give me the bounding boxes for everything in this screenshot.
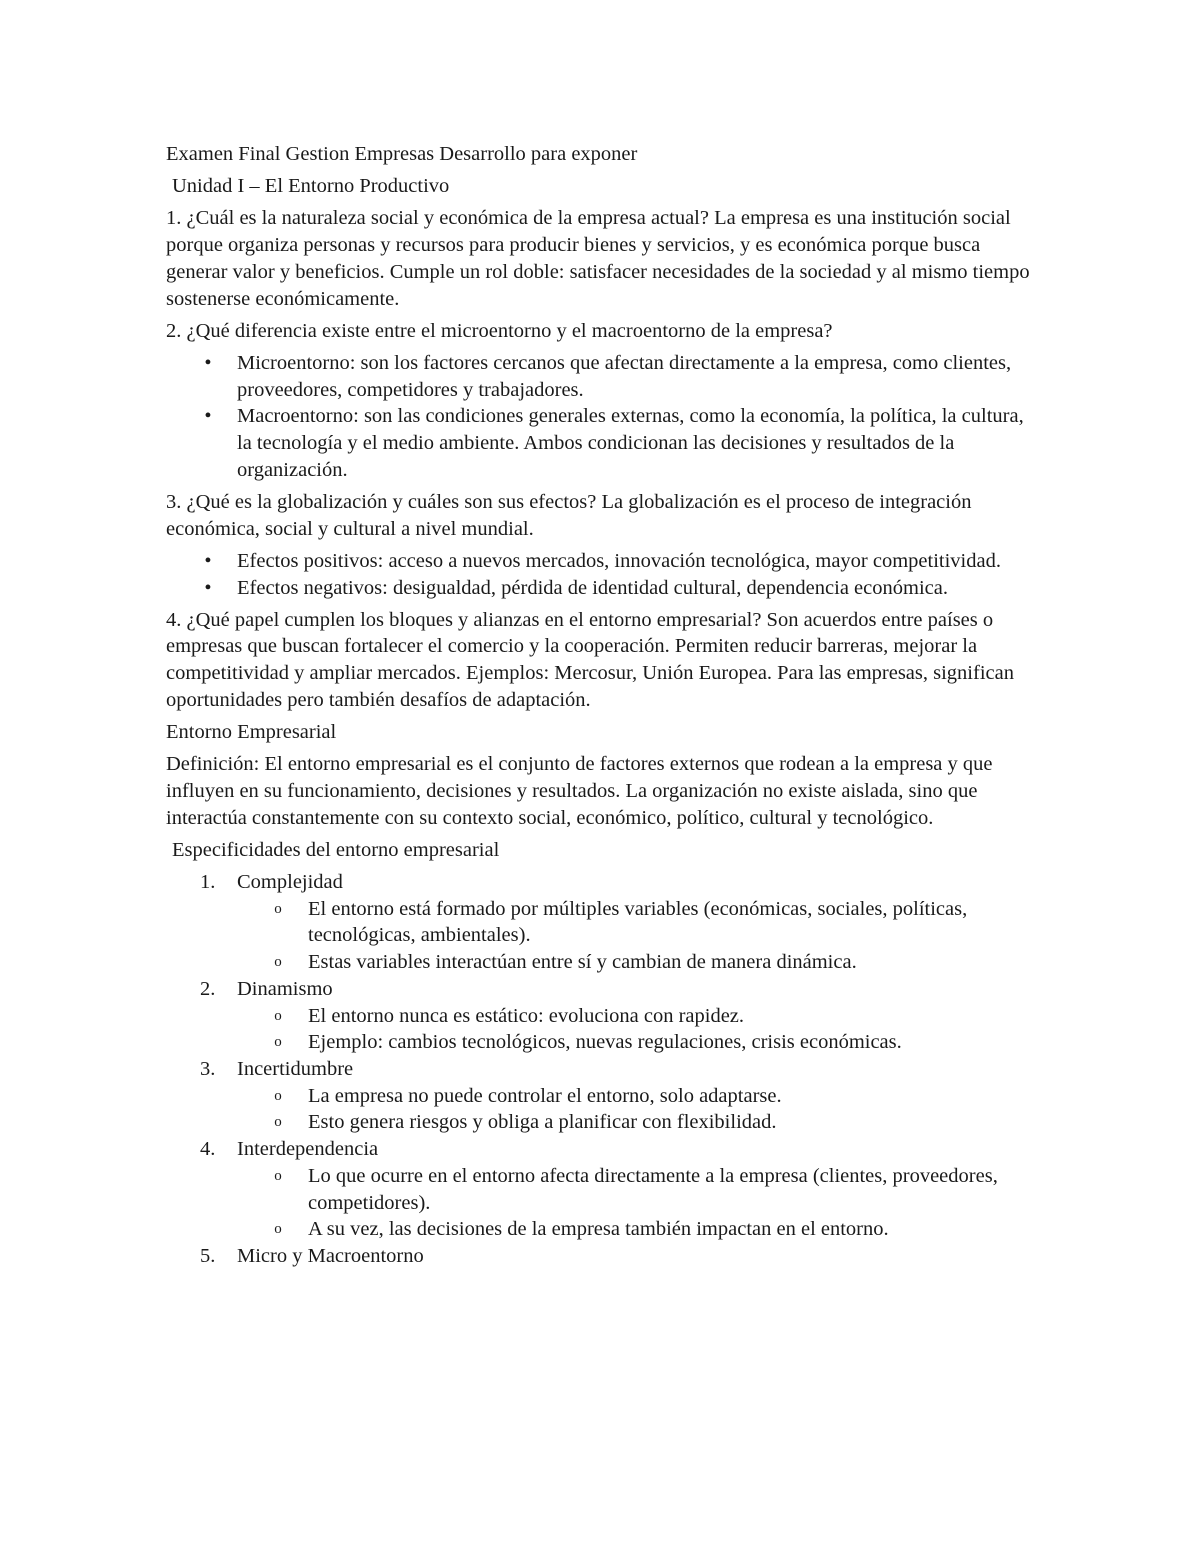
sub-list-item-text: El entorno nunca es estático: evoluciona con rapidez. bbox=[308, 1004, 745, 1027]
list-number: 4. bbox=[200, 1138, 216, 1161]
sub-list bbox=[237, 896, 1041, 976]
list-item bbox=[166, 403, 1041, 483]
list-number: 1. bbox=[200, 871, 216, 894]
specifics-item-label: Dinamismo bbox=[237, 977, 333, 1000]
sub-list bbox=[237, 1163, 1041, 1243]
sub-list-item bbox=[237, 1083, 1041, 1110]
sub-list bbox=[237, 1083, 1041, 1136]
circle-bullet-icon: o bbox=[274, 900, 282, 917]
question-2: 2. ¿Qué diferencia existe entre el microentorno y el macroentorno de la empresa? bbox=[166, 319, 833, 342]
list-item-text: Efectos negativos: desigualdad, pérdida de identidad cultural, dependencia económica. bbox=[237, 576, 948, 599]
specifics-item-label: Incertidumbre bbox=[237, 1058, 354, 1080]
specifics-item-interdependencia bbox=[166, 1136, 1041, 1243]
list-item-text: Efectos positivos: acceso a nuevos mercados, innovación tecnológica, mayor competitividad. bbox=[237, 549, 1001, 572]
section-heading: Entorno Empresarial bbox=[166, 721, 337, 744]
sub-list-item-text: La empresa no puede controlar el entorno, solo adaptarse. bbox=[308, 1084, 782, 1107]
list-item bbox=[166, 548, 1041, 575]
sub-list-item bbox=[237, 1163, 1041, 1216]
sub-list-item-text: El entorno está formado por múltiples variables (económicas, sociales, políticas, tecnológicas, ambientales). bbox=[308, 897, 968, 947]
sub-list-item bbox=[237, 1216, 1041, 1243]
bullet-icon: • bbox=[204, 405, 212, 428]
specifics-item-label: Interdependencia bbox=[237, 1138, 379, 1161]
bullet-icon: • bbox=[204, 576, 212, 599]
document-body bbox=[166, 141, 1041, 1270]
question-3: 3. ¿Qué es la globalización y cuáles son sus efectos? La globalización es el proceso de integración económica, social y cultural a nivel mundial. bbox=[166, 490, 972, 540]
circle-bullet-icon: o bbox=[274, 1034, 282, 1051]
circle-bullet-icon: o bbox=[274, 954, 282, 971]
sub-list-item-text: Estas variables interactúan entre sí y cambian de manera dinámica. bbox=[308, 951, 857, 974]
list-number: 3. bbox=[200, 1058, 216, 1080]
specifics-heading: Especificidades del entorno empresarial bbox=[172, 838, 500, 861]
question-1: 1. ¿Cuál es la naturaleza social y económica de la empresa actual? La empresa es una institución social porque organiza personas y recursos para producir bienes y servicios, y es económica porque busca generar valor y beneficios. Cumple un rol doble: satisfacer necesidades de la sociedad y al mismo tiempo sostenerse económicamente. bbox=[166, 207, 1030, 310]
list-item bbox=[166, 350, 1041, 403]
bullet-icon: • bbox=[204, 549, 212, 572]
list-item-text: Macroentorno: son las condiciones generales externas, como la economía, la política, la cultura, la tecnología y el medio ambiente. Ambos condicionan las decisiones y resultados de la organización. bbox=[237, 405, 1024, 481]
circle-bullet-icon: o bbox=[274, 1114, 282, 1131]
sub-list-item-text: Ejemplo: cambios tecnológicos, nuevas regulaciones, crisis económicas. bbox=[308, 1031, 902, 1054]
definition-paragraph: Definición: El entorno empresarial es el conjunto de factores externos que rodean a la empresa y que influyen en su funcionamiento, decisiones y resultados. La organización no existe aislada, sino que interactúa constantemente con su contexto social, económico, político, cultural y tecnológico. bbox=[166, 753, 993, 829]
sub-list-item bbox=[237, 896, 1041, 949]
circle-bullet-icon: o bbox=[274, 1087, 282, 1104]
circle-bullet-icon: o bbox=[274, 1007, 282, 1024]
list-number: 2. bbox=[200, 977, 216, 1000]
question-2-bullets bbox=[166, 350, 1041, 484]
specifics-list bbox=[166, 869, 1041, 1270]
sub-list-item bbox=[237, 949, 1041, 976]
sub-list-item-text: Esto genera riesgos y obliga a planificar con flexibilidad. bbox=[308, 1111, 777, 1134]
list-item-text: Microentorno: son los factores cercanos que afectan directamente a la empresa, como clientes, proveedores, competidores y trabajadores. bbox=[237, 351, 1012, 401]
specifics-item-complejidad bbox=[166, 869, 1041, 976]
sub-list-item-text: Lo que ocurre en el entorno afecta directamente a la empresa (clientes, proveedores, competidores). bbox=[308, 1164, 998, 1214]
document-title: Examen Final Gestion Empresas Desarrollo para exponer bbox=[166, 143, 638, 165]
sub-list-item bbox=[237, 1003, 1041, 1030]
list-number: 5. bbox=[200, 1244, 216, 1267]
unit-heading: Unidad I – El Entorno Productivo bbox=[172, 175, 450, 198]
circle-bullet-icon: o bbox=[274, 1167, 282, 1184]
question-4: 4. ¿Qué papel cumplen los bloques y alianzas en el entorno empresarial? Son acuerdos entre países o empresas que buscan fortalecer el comercio y la cooperación. Permiten reducir barreras, mejorar la competitividad y ampliar mercados. Ejemplos: Mercosur, Unión Europea. Para las empresas, significan oportunidades pero también desafíos de adaptación. bbox=[166, 608, 1014, 711]
specifics-item-incertidumbre bbox=[166, 1056, 1041, 1136]
question-3-bullets bbox=[166, 548, 1041, 601]
sub-list bbox=[237, 1003, 1041, 1056]
list-item bbox=[166, 575, 1041, 602]
specifics-item-label: Complejidad bbox=[237, 871, 343, 894]
bullet-icon: • bbox=[204, 351, 212, 374]
sub-list-item bbox=[237, 1109, 1041, 1136]
sub-list-item bbox=[237, 1029, 1041, 1056]
specifics-item-micro-macroentorno bbox=[166, 1243, 1041, 1270]
specifics-item-label: Micro y Macroentorno bbox=[237, 1244, 424, 1267]
sub-list-item-text: A su vez, las decisiones de la empresa también impactan en el entorno. bbox=[308, 1218, 889, 1241]
specifics-item-dinamismo bbox=[166, 976, 1041, 1056]
circle-bullet-icon: o bbox=[274, 1221, 282, 1238]
